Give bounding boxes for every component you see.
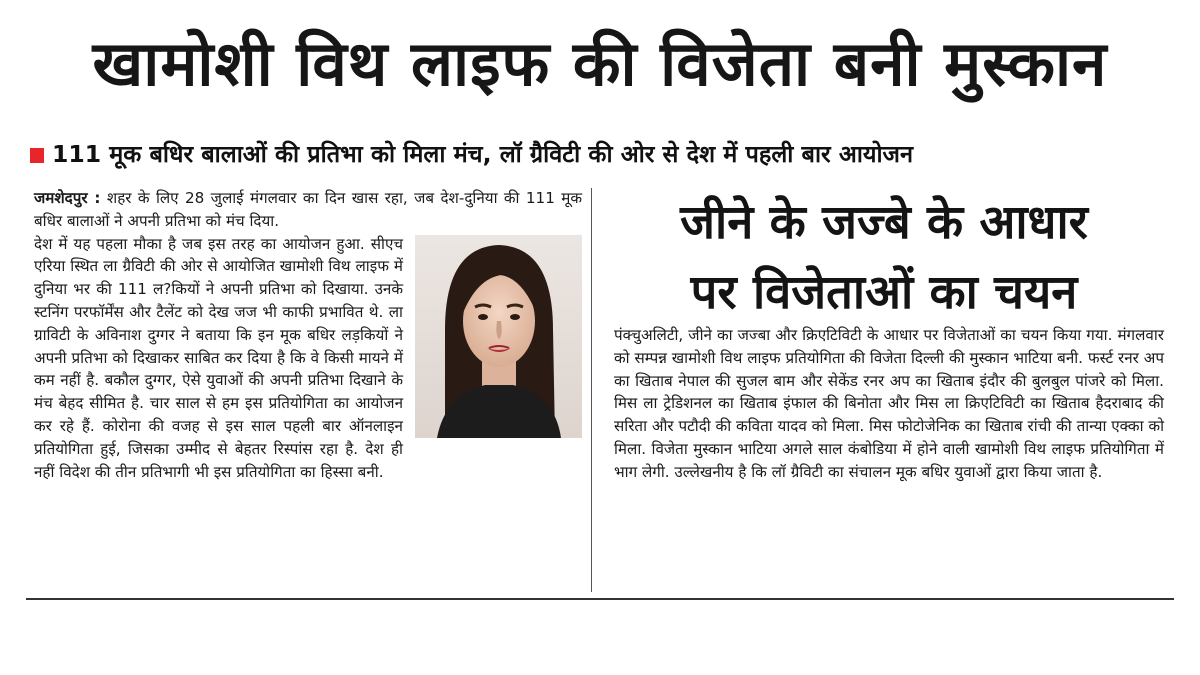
sub-heading-line-1: जीने के जज्बे के आधार — [680, 195, 1088, 250]
lead-text: शहर के लिए 28 जुलाई मंगलवार का दिन खास रहा, जब देश-दुनिया की 111 मूक बधिर बालाओं ने अपनी प्रतिभा को मंच दिया. — [34, 189, 582, 230]
subheadline-text: 111 मूक बधिर बालाओं की प्रतिभा को मिला मंच, लॉ ग्रैविटी की ओर से देश में पहली बार आयोजन — [52, 140, 914, 168]
column-divider — [591, 188, 592, 592]
dateline: जमशेदपुर : — [34, 189, 101, 207]
sub-heading-line-2: पर विजेताओं का चयन — [690, 265, 1078, 320]
body-paragraph: देश में यह पहला मौका है जब इस तरह का आयोजन हुआ. सीएच एरिया स्थित ला ग्रैविटी की ओर से आयोजित खामोशी विथ लाइफ में दुनिया भर की 111 ल?कियों ने अपनी प्रतिभा को दिखाया. उनके स्टनिंग परफॉर्मेंस और टैलेंट को देख जज भी काफी प्रभावित थे. ला ग्राविटी के अविनाश दुग्गर ने बताया कि इन मूक बधिर लड़कियों ने अपनी प्रतिभा को दिखाकर साबित कर दिया है कि वे किसी मायने में कम नहीं है. बकौल दुग्गर, ऐसे युवाओं की अपनी प्रतिभा दिखाने के मंच बेहद सीमित है. चार साल से हम इस प्रतियोगिता का आयोजन कर रहे हैं. कोरोना की वजह से इस साल पहली बार ऑनलाइन प्रतियोगिता हुई, जिसका उम्मीद से बेहतर रिस्पांस रहा है. देश ही नहीं विदेश की तीन प्रतिभागी भी इस प्रतियोगिता का हिस्सा बनी. — [34, 234, 403, 481]
red-square-bullet-icon — [30, 148, 44, 163]
lead-paragraph — [34, 187, 582, 233]
winner-photo — [415, 235, 582, 438]
right-column — [614, 324, 1164, 484]
sub-heading — [600, 188, 1168, 328]
right-body-paragraph: पंक्चुअलिटी, जीने का जज्बा और क्रिएटिविटी के आधार पर विजेताओं का चयन किया गया. मंगलवार को सम्पन्न खामोशी विथ लाइफ प्रतियोगिता की विजेता दिल्ली की मुस्कान भाटिया बनी. फर्स्ट रनर अप का खिताब नेपाल की सुजल बाम और सेकेंड रनर अप का खिताब इंदौर की बुलबुल पांजरे को मिला. मिस ला ट्रेडिशनल का खिताब इंफाल की बिनोता और मिस ला क्रिएटिविटी का खिताब हैदराबाद की सरिता और पटौदी की कविता यादव को मिला. मिस फोटोजेनिक का खिताब रांची की तान्या एक्का को मिला. विजेता मुस्कान भाटिया अगले साल कंबोडिया में होने वाली खामोशी विथ लाइफ प्रतियोगिता में भाग लेगी. उल्लेखनीय है कि लॉ ग्रैविटी का संचालन मूक बधिर युवाओं द्वारा किया जाता है. — [614, 326, 1164, 481]
subheadline — [30, 134, 1170, 174]
left-column — [34, 187, 582, 483]
headline: खामोशी विथ लाइफ की विजेता बनी मुस्कान — [92, 27, 1108, 100]
bottom-rule — [26, 598, 1174, 600]
portrait-image-icon — [415, 235, 582, 438]
